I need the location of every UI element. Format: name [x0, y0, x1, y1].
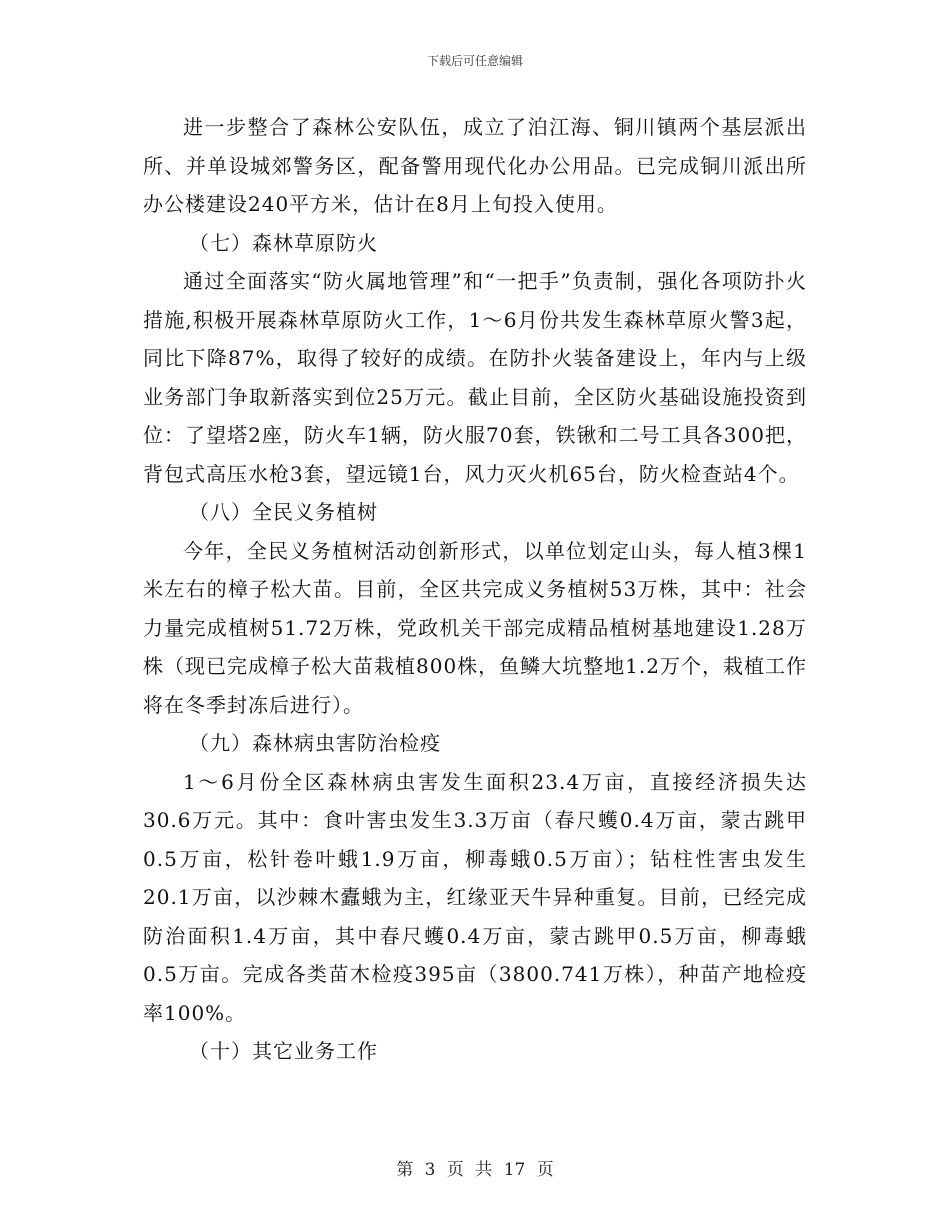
section-heading-other-work: （十）其它业务工作	[189, 1039, 378, 1063]
section-heading-tree-planting: （八）全民义务植树	[189, 500, 378, 524]
paragraph-tree-planting: 今年，全民义务植树活动创新形式，以单位划定山头，每人植3棵1米左右的樟子松大苗。目前，全区共完成义务植树53万株，其中：社会力量完成植树51.72万株，党政机关干部完成精品植树基地建设1.28万株（现已完成樟子松大苗栽植800株，鱼鳞大坑整地1.2万个，栽植工作将在冬季封冻后进行）。	[143, 538, 807, 717]
paragraph-fire-prevention: 通过全面落实“防火属地管理”和“一把手”负责制，强化各项防扑火措施,积极开展森林草原防火工作，1～6月份共发生森林草原火警3起，同比下降87%，取得了较好的成绩。在防扑火装备建设上，年内与上级业务部门争取新落实到位25万元。截止目前，全区防火基础设施投资到位：了望塔2座，防火车1辆，防火服70套，铁锹和二号工具各300把，背包式高压水枪3套，望远镜1台，风力灭火机65台，防火检查站4个。	[143, 269, 807, 486]
paragraph-police: 进一步整合了森林公安队伍，成立了泊江海、铜川镇两个基层派出所、并单设城郊警务区，配备警用现代化办公用品。已完成铜川派出所办公楼建设240平方米，估计在8月上旬投入使用。	[143, 115, 807, 216]
section-heading-pest-control: （九）森林病虫害防治检疫	[189, 731, 441, 755]
section-heading-fire-prevention: （七）森林草原防火	[189, 230, 378, 255]
page-header-note: 下载后可任意编辑	[426, 54, 523, 68]
document-body	[143, 108, 807, 1071]
page-number-footer: 第 3 页 共 17 页	[396, 1160, 554, 1180]
paragraph-pest-control: 1～6月份全区森林病虫害发生面积23.4万亩，直接经济损失达30.6万元。其中：食叶害虫发生3.3万亩（春尺蠖0.4万亩，蒙古跳甲0.5万亩，松针卷叶蛾1.9万亩，柳毒蛾0.5万亩）；钻柱性害虫发生20.1万亩，以沙棘木蠹蛾为主，红缘亚天牛异种重复。目前，已经完成防治面积1.4万亩，其中春尺蠖0.4万亩，蒙古跳甲0.5万亩，柳毒蛾0.5万亩。完成各类苗木检疫395亩（3800.741万株），种苗产地检疫率100%。	[143, 769, 807, 1025]
